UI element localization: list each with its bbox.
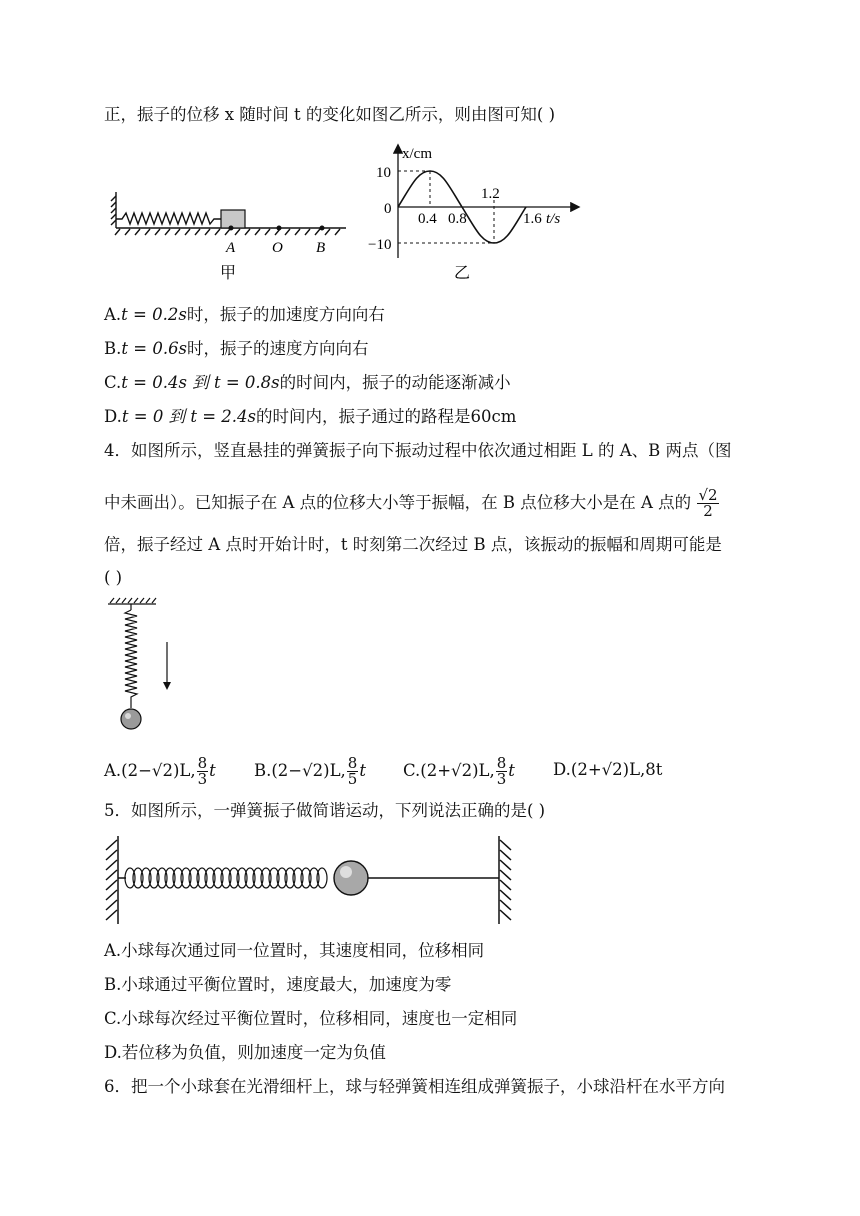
y-tick-neg10: −10	[368, 237, 392, 253]
x-tick-1-6: 1.6	[523, 211, 542, 227]
figure-horizontal-spring	[100, 832, 516, 928]
q5-option-c: C.小球每次经过平衡位置时，位移相同，速度也一定相同	[104, 1009, 518, 1028]
figure-yi-caption: 乙	[454, 265, 471, 282]
figure-vertical-spring	[104, 596, 184, 736]
q4-stem-line3: 倍，振子经过 A 点时开始计时，t 时刻第二次经过 B 点，该振动的振幅和周期可能是	[104, 535, 722, 554]
x-tick-0-4: 0.4	[418, 211, 437, 227]
x-axis-label: t/s	[546, 211, 561, 227]
q4-stem-line4: ( )	[104, 568, 123, 587]
q4-option-c: C.(2+√2)L, $\frac{8}{3}$ t	[403, 754, 515, 788]
y-tick-0: 0	[384, 201, 392, 217]
point-a-label: A	[226, 240, 236, 256]
q3-option-c: C.t = 0.4s 到 t = 0.8s的时间内，振子的动能逐渐减小	[104, 373, 511, 392]
figure-jia-caption: 甲	[220, 265, 237, 282]
q4-stem-line1: 4．如图所示，竖直悬挂的弹簧振子向下振动过程中依次通过相距 L 的 A、B 两点（图	[104, 441, 732, 460]
x-tick-1-2: 1.2	[481, 186, 500, 202]
q6-stem: 6．把一个小球套在光滑细杆上，球与轻弹簧相连组成弹簧振子，小球沿杆在水平方向	[104, 1077, 725, 1096]
q3-option-a: A.t = 0.2s时，振子的加速度方向向右	[104, 305, 385, 324]
y-tick-10: 10	[376, 165, 391, 181]
figure-yi-graph	[366, 140, 588, 286]
point-o-label: O	[272, 240, 283, 256]
q3-option-d: D.t = 0 到 t = 2.4s的时间内，振子通过的路程是60cm	[104, 407, 517, 426]
q4-option-a: A.(2−√2)L, $\frac{8}{3}$ t	[104, 754, 216, 788]
point-b-label: B	[316, 240, 326, 256]
q5-stem: 5．如图所示，一弹簧振子做简谐运动，下列说法正确的是( )	[104, 801, 546, 820]
sqrt2-over-2: $\frac{√2}{2}$	[698, 486, 718, 520]
figure-jia	[104, 188, 354, 284]
q5-option-b: B.小球通过平衡位置时，速度最大，加速度为零	[104, 975, 452, 994]
q4-stem-line2: 中未画出）。已知振子在 A 点的位移大小等于振幅，在 B 点位移大小是在 A 点的 $\frac{√2}{2}$	[104, 486, 718, 520]
x-tick-0-8: 0.8	[448, 211, 467, 227]
q3-stem: 正，振子的位移 x 随时间 t 的变化如图乙所示，则由图可知( )	[104, 105, 556, 124]
q4-option-b: B.(2−√2)L, $\frac{8}{5}$ t	[254, 754, 366, 788]
q3-option-b: B.t = 0.6s时，振子的速度方向向右	[104, 339, 369, 358]
y-axis-label: x/cm	[402, 146, 432, 162]
q5-option-a: A.小球每次通过同一位置时，其速度相同，位移相同	[104, 941, 485, 960]
q4-option-d: D.(2+√2)L,8t	[553, 760, 663, 779]
q5-option-d: D.若位移为负值，则加速度一定为负值	[104, 1043, 386, 1062]
